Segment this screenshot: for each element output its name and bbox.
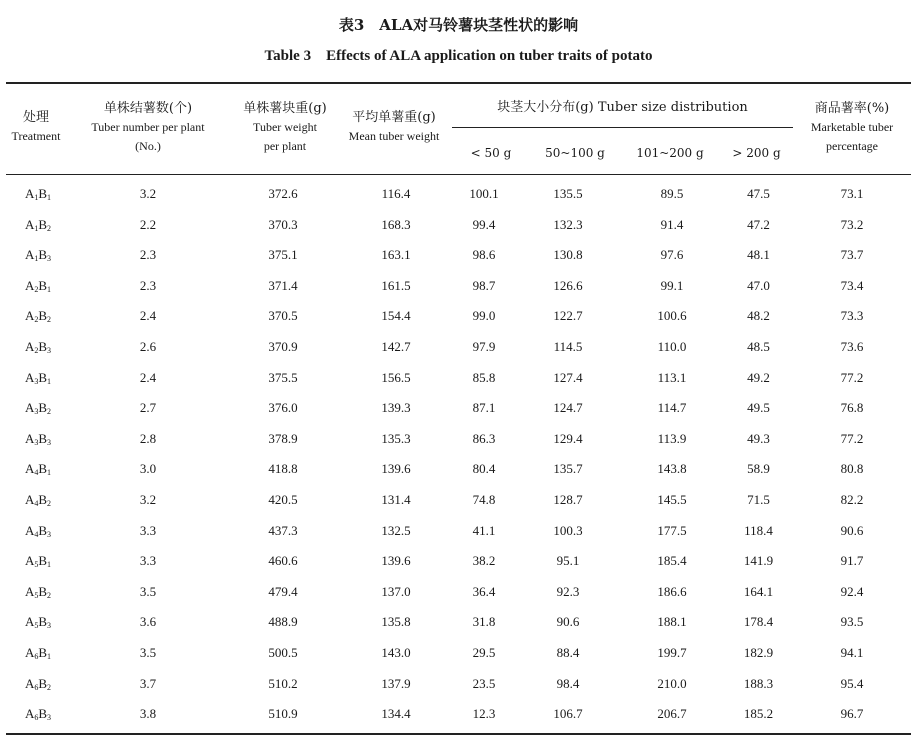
treatment-b-level: 3 <box>47 621 52 631</box>
cell-tuber-weight: 500.5 <box>268 644 298 660</box>
header-size-bin-4: > 200 g <box>732 146 781 160</box>
table-row <box>0 578 917 609</box>
cell-size-101-200: 113.9 <box>657 430 687 446</box>
cell-tuber-number: 2.3 <box>139 247 157 263</box>
cell-size-101-200: 110.0 <box>657 338 687 354</box>
treatment-b-level: 2 <box>47 315 52 325</box>
table-row <box>0 302 917 333</box>
cell-mean-weight: 168.3 <box>381 216 411 232</box>
cell-size-50-100: 124.7 <box>553 400 583 416</box>
table-row <box>0 333 917 364</box>
cell-treatment: $A_1B_3$ <box>24 247 52 264</box>
treatment-a-level: 3 <box>34 407 39 417</box>
cell-size-lt50: 97.9 <box>472 338 496 354</box>
treatment-a-level: 6 <box>34 682 39 692</box>
cell-tuber-weight: 375.5 <box>268 369 298 385</box>
cell-treatment: $A_3B_3$ <box>24 430 52 447</box>
header-size-bin-1: < 50 g <box>470 146 512 160</box>
treatment-a-level: 4 <box>34 468 39 478</box>
cell-size-lt50: 100.1 <box>469 186 499 201</box>
cell-marketable: 76.8 <box>840 400 864 416</box>
cell-size-gt200: 71.5 <box>747 491 770 507</box>
cell-size-gt200: 118.4 <box>744 522 773 538</box>
header-size-bin-3: 101~200 g <box>636 146 704 160</box>
cell-size-101-200: 145.5 <box>657 491 687 507</box>
cell-size-lt50: 36.4 <box>472 583 496 599</box>
table-body <box>0 180 917 731</box>
cell-size-50-100: 90.6 <box>556 614 580 630</box>
header-tuber-weight-en1: Tuber weight <box>253 120 317 134</box>
treatment-b-level: 2 <box>47 407 52 417</box>
cell-tuber-number: 2.8 <box>139 430 157 446</box>
cell-mean-weight: 131.4 <box>381 491 411 507</box>
cell-size-101-200: 210.0 <box>657 675 687 691</box>
table-row <box>0 364 917 395</box>
cell-mean-weight: 161.5 <box>381 277 411 293</box>
cell-tuber-number: 3.5 <box>139 583 157 599</box>
cell-mean-weight: 139.3 <box>381 400 411 416</box>
table-row <box>0 455 917 486</box>
cell-treatment: $A_2B_3$ <box>24 338 52 355</box>
header-tuber-number <box>70 99 226 156</box>
cell-marketable: 73.3 <box>840 308 864 324</box>
table-row <box>0 211 917 242</box>
cell-treatment: $A_6B_2$ <box>24 675 52 692</box>
cell-mean-weight: 143.0 <box>381 644 411 660</box>
cell-size-gt200: 188.3 <box>743 675 774 691</box>
header-marketable <box>793 99 911 156</box>
cell-size-gt200: 48.5 <box>747 338 770 354</box>
treatment-b-level: 3 <box>47 437 52 447</box>
cell-marketable: 77.2 <box>840 369 864 385</box>
cell-treatment: $A_4B_2$ <box>24 491 52 508</box>
cell-size-gt200: 47.0 <box>747 277 770 293</box>
header-rule <box>6 174 911 175</box>
cell-treatment: $A_5B_3$ <box>24 614 52 631</box>
cell-mean-weight: 135.3 <box>381 430 411 446</box>
cell-size-101-200: 185.4 <box>657 553 687 569</box>
cell-treatment: $A_4B_3$ <box>24 522 52 539</box>
cell-marketable: 96.7 <box>840 706 864 722</box>
cell-size-50-100: 128.7 <box>553 491 583 507</box>
cell-treatment: $A_5B_2$ <box>24 583 52 600</box>
cell-size-lt50: 31.8 <box>472 614 496 630</box>
cell-tuber-weight: 370.9 <box>268 338 298 354</box>
cell-size-gt200: 47.2 <box>747 216 770 232</box>
cell-size-lt50: 86.3 <box>472 430 496 446</box>
cell-size-50-100: 98.4 <box>556 675 580 691</box>
header-tuber-number-en1: Tuber number per plant <box>91 120 205 134</box>
table-row <box>0 486 917 517</box>
cell-size-lt50: 99.0 <box>472 308 496 324</box>
cell-size-101-200: 143.8 <box>657 461 687 477</box>
cell-mean-weight: 135.8 <box>381 614 411 630</box>
cell-treatment: $A_5B_1$ <box>24 553 52 570</box>
cell-marketable: 92.4 <box>840 583 864 599</box>
cell-tuber-number: 3.2 <box>139 186 157 201</box>
cell-size-50-100: 127.4 <box>553 369 583 385</box>
cell-tuber-weight: 375.1 <box>268 247 298 263</box>
cell-mean-weight: 134.4 <box>381 706 411 722</box>
treatment-a-level: 1 <box>34 254 39 264</box>
cell-tuber-weight: 460.6 <box>268 553 298 569</box>
cell-marketable: 80.8 <box>840 461 864 477</box>
cell-marketable: 73.7 <box>840 247 864 263</box>
table-row <box>0 639 917 670</box>
cell-size-gt200: 141.9 <box>743 553 774 569</box>
cell-tuber-number: 2.4 <box>139 369 157 385</box>
cell-size-50-100: 126.6 <box>553 277 583 293</box>
header-treatment-cn: 处理 <box>22 110 49 125</box>
cell-size-101-200: 99.1 <box>660 277 684 293</box>
cell-size-50-100: 132.3 <box>553 216 583 232</box>
cell-mean-weight: 137.0 <box>381 583 411 599</box>
cell-treatment: $A_3B_2$ <box>24 400 52 417</box>
treatment-b-level: 1 <box>47 468 52 478</box>
table-title-en: Table 3 Effects of ALA application on tuber traits of potato <box>264 48 653 64</box>
cell-treatment: $A_3B_1$ <box>24 369 52 386</box>
cell-size-lt50: 38.2 <box>472 553 496 569</box>
cell-tuber-weight: 370.3 <box>268 216 298 232</box>
cell-size-gt200: 58.9 <box>747 461 770 477</box>
cell-size-gt200: 164.1 <box>743 583 774 599</box>
header-size-distribution: 块茎大小分布(g) Tuber size distribution <box>497 100 748 115</box>
treatment-a-level: 5 <box>34 590 39 600</box>
distribution-subrule <box>452 127 793 128</box>
header-marketable-cn: 商品薯率(%) <box>814 101 890 116</box>
cell-size-gt200: 49.3 <box>747 430 770 446</box>
cell-tuber-weight: 437.3 <box>268 522 298 538</box>
treatment-a-level: 3 <box>34 437 39 447</box>
treatment-b-level: 3 <box>47 254 52 264</box>
cell-size-101-200: 89.5 <box>660 186 684 201</box>
cell-size-50-100: 130.8 <box>553 247 583 263</box>
cell-size-gt200: 185.2 <box>743 706 774 722</box>
cell-size-gt200: 49.5 <box>747 400 770 416</box>
cell-size-101-200: 177.5 <box>657 522 687 538</box>
cell-size-lt50: 85.8 <box>472 369 496 385</box>
treatment-b-level: 2 <box>47 223 52 233</box>
table-row <box>0 700 917 731</box>
cell-mean-weight: 137.9 <box>381 675 411 691</box>
cell-size-50-100: 106.7 <box>553 706 583 722</box>
cell-tuber-number: 2.3 <box>139 277 157 293</box>
treatment-a-level: 1 <box>34 193 39 202</box>
cell-tuber-weight: 378.9 <box>268 430 298 446</box>
cell-size-lt50: 99.4 <box>472 216 496 232</box>
treatment-b-level: 3 <box>47 713 52 723</box>
cell-size-gt200: 182.9 <box>743 644 774 660</box>
cell-size-lt50: 74.8 <box>472 491 496 507</box>
cell-tuber-number: 3.3 <box>139 522 157 538</box>
header-tuber-weight-en2: per plant <box>263 139 307 153</box>
cell-size-gt200: 178.4 <box>743 614 774 630</box>
cell-marketable: 82.2 <box>840 491 864 507</box>
cell-tuber-number: 3.7 <box>139 675 157 691</box>
cell-treatment: $A_2B_2$ <box>24 308 52 325</box>
cell-size-lt50: 98.6 <box>472 247 496 263</box>
treatment-a-level: 5 <box>34 560 39 570</box>
cell-size-101-200: 114.7 <box>657 400 687 416</box>
cell-marketable: 73.2 <box>840 216 864 232</box>
treatment-b-level: 1 <box>47 193 52 202</box>
table-row <box>0 241 917 272</box>
cell-tuber-weight: 418.8 <box>268 461 298 477</box>
cell-size-50-100: 114.5 <box>553 338 583 354</box>
header-size-bin-2: 50~100 g <box>545 146 605 160</box>
cell-marketable: 95.4 <box>840 675 864 691</box>
treatment-a-level: 1 <box>34 223 39 233</box>
cell-size-lt50: 29.5 <box>472 644 496 660</box>
table-row <box>0 394 917 425</box>
cell-mean-weight: 139.6 <box>381 461 411 477</box>
cell-marketable: 93.5 <box>840 614 864 630</box>
cell-treatment: $A_4B_1$ <box>24 461 52 478</box>
cell-size-101-200: 206.7 <box>657 706 687 722</box>
treatment-a-level: 4 <box>34 498 39 508</box>
header-tuber-number-en2: (No.) <box>135 139 161 153</box>
table-row <box>0 425 917 456</box>
treatment-b-level: 2 <box>47 498 52 508</box>
header-marketable-en1: Marketable tuber <box>810 120 894 134</box>
header-mean-weight-en: Mean tuber weight <box>348 129 440 143</box>
header-tuber-weight <box>230 99 340 156</box>
cell-size-gt200: 48.1 <box>747 247 770 263</box>
cell-tuber-weight: 372.6 <box>268 186 298 201</box>
table-row <box>0 272 917 303</box>
cell-size-lt50: 41.1 <box>472 522 496 538</box>
cell-tuber-number: 2.7 <box>139 400 157 416</box>
cell-size-lt50: 12.3 <box>472 706 496 722</box>
cell-mean-weight: 156.5 <box>381 369 411 385</box>
cell-mean-weight: 139.6 <box>381 553 411 569</box>
cell-mean-weight: 116.4 <box>381 186 411 201</box>
cell-treatment: $A_6B_1$ <box>24 644 52 661</box>
cell-tuber-number: 3.8 <box>139 706 157 722</box>
cell-tuber-weight: 488.9 <box>268 614 298 630</box>
cell-size-gt200: 47.5 <box>747 186 770 201</box>
cell-size-50-100: 129.4 <box>553 430 583 446</box>
cell-size-101-200: 188.1 <box>657 614 687 630</box>
treatment-b-level: 1 <box>47 651 52 661</box>
cell-tuber-number: 3.3 <box>139 553 157 569</box>
table-row <box>0 180 917 211</box>
treatment-b-level: 3 <box>47 345 52 355</box>
header-tuber-weight-cn: 单株薯块重(g) <box>243 101 327 116</box>
cell-marketable: 90.6 <box>840 522 864 538</box>
cell-size-50-100: 92.3 <box>556 583 580 599</box>
treatment-a-level: 6 <box>34 713 39 723</box>
cell-tuber-weight: 510.9 <box>268 706 298 722</box>
cell-tuber-number: 3.2 <box>139 491 157 507</box>
cell-size-lt50: 23.5 <box>472 675 496 691</box>
cell-tuber-number: 3.0 <box>139 461 157 477</box>
cell-size-50-100: 88.4 <box>556 644 580 660</box>
cell-treatment: $A_2B_1$ <box>24 277 52 294</box>
cell-tuber-number: 2.4 <box>139 308 157 324</box>
cell-mean-weight: 154.4 <box>381 308 411 324</box>
cell-marketable: 73.6 <box>840 338 864 354</box>
table-row <box>0 547 917 578</box>
cell-size-50-100: 135.7 <box>553 461 583 477</box>
cell-size-50-100: 100.3 <box>553 522 583 538</box>
treatment-b-level: 3 <box>47 529 52 539</box>
table-row <box>0 608 917 639</box>
cell-size-101-200: 199.7 <box>657 644 687 660</box>
cell-size-50-100: 122.7 <box>553 308 583 324</box>
treatment-a-level: 4 <box>34 529 39 539</box>
table-row <box>0 517 917 548</box>
treatment-a-level: 2 <box>34 315 39 325</box>
cell-size-101-200: 100.6 <box>657 308 687 324</box>
cell-tuber-weight: 479.4 <box>268 583 298 599</box>
cell-size-lt50: 80.4 <box>472 461 496 477</box>
cell-tuber-number: 2.6 <box>139 338 157 354</box>
cell-mean-weight: 163.1 <box>381 247 411 263</box>
cell-marketable: 73.4 <box>840 277 864 293</box>
bottom-rule <box>6 733 911 735</box>
treatment-a-level: 2 <box>34 345 39 355</box>
table-row <box>0 670 917 701</box>
cell-mean-weight: 132.5 <box>381 522 411 538</box>
cell-size-gt200: 49.2 <box>747 369 770 385</box>
treatment-a-level: 5 <box>34 621 39 631</box>
cell-tuber-number: 3.6 <box>139 614 157 630</box>
treatment-a-level: 6 <box>34 651 39 661</box>
treatment-b-level: 1 <box>47 376 52 386</box>
cell-size-lt50: 98.7 <box>472 277 496 293</box>
header-mean-weight-cn: 平均单薯重(g) <box>352 110 436 125</box>
cell-treatment: $A_1B_1$ <box>24 186 52 202</box>
cell-size-50-100: 135.5 <box>553 186 583 201</box>
treatment-b-level: 2 <box>47 590 52 600</box>
cell-size-50-100: 95.1 <box>556 553 580 569</box>
cell-tuber-weight: 370.5 <box>268 308 298 324</box>
treatment-b-level: 1 <box>47 560 52 570</box>
cell-size-gt200: 48.2 <box>747 308 770 324</box>
top-rule <box>6 82 911 84</box>
header-treatment-en: Treatment <box>11 129 61 143</box>
cell-marketable: 91.7 <box>840 553 864 569</box>
cell-treatment: $A_6B_3$ <box>24 706 52 723</box>
cell-size-101-200: 97.6 <box>660 247 684 263</box>
cell-tuber-number: 2.2 <box>139 216 157 232</box>
header-mean-weight <box>336 108 452 146</box>
cell-tuber-weight: 371.4 <box>268 277 298 293</box>
header-marketable-en2: percentage <box>826 139 878 153</box>
cell-size-lt50: 87.1 <box>472 400 496 416</box>
treatment-a-level: 3 <box>34 376 39 386</box>
header-tuber-number-cn: 单株结薯数(个) <box>103 101 193 116</box>
cell-tuber-weight: 510.2 <box>268 675 298 691</box>
treatment-b-level: 2 <box>47 682 52 692</box>
cell-marketable: 73.1 <box>840 186 864 201</box>
table-title-cn: 表3 ALA对马铃薯块茎性状的影响 <box>338 16 579 34</box>
cell-size-101-200: 91.4 <box>660 216 684 232</box>
cell-size-101-200: 186.6 <box>657 583 687 599</box>
cell-mean-weight: 142.7 <box>381 338 411 354</box>
cell-tuber-number: 3.5 <box>139 644 157 660</box>
header-treatment <box>6 108 66 146</box>
treatment-a-level: 2 <box>34 284 39 294</box>
cell-marketable: 77.2 <box>840 430 864 446</box>
cell-size-101-200: 113.1 <box>657 369 687 385</box>
cell-tuber-weight: 420.5 <box>268 491 298 507</box>
cell-marketable: 94.1 <box>840 644 864 660</box>
cell-treatment: $A_1B_2$ <box>24 216 52 233</box>
treatment-b-level: 1 <box>47 284 52 294</box>
cell-tuber-weight: 376.0 <box>268 400 298 416</box>
